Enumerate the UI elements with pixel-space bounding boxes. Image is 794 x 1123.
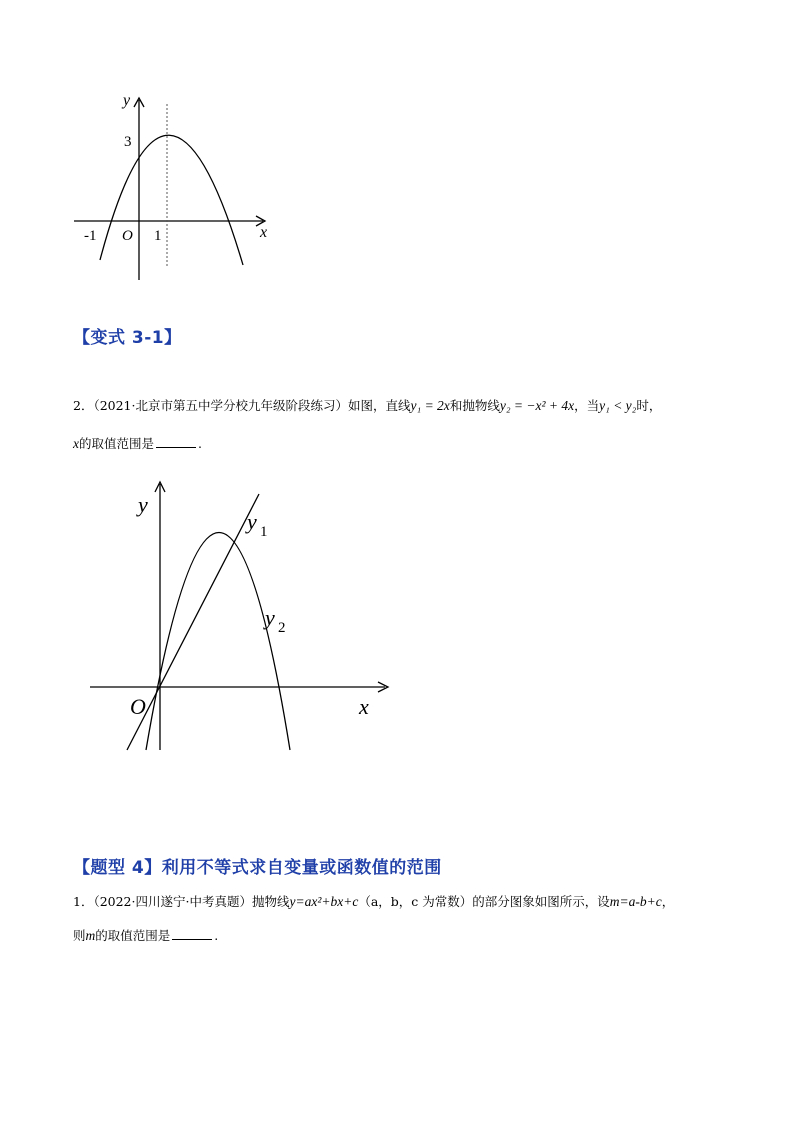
variable-m: m bbox=[85, 928, 96, 943]
y2-subscript: 2 bbox=[278, 620, 286, 636]
question-source: （2021·北京市第五中学分校九年级阶段练习） bbox=[93, 398, 348, 413]
question-1-line-2 bbox=[73, 927, 218, 945]
variable-x: x bbox=[73, 436, 79, 451]
question-text: ，当 bbox=[574, 398, 600, 413]
question-text: 抛物线 bbox=[251, 894, 290, 909]
answer-blank[interactable] bbox=[172, 927, 212, 940]
tick-label-3: 3 bbox=[124, 134, 132, 150]
equation-line: y₁ = 2x bbox=[410, 398, 450, 413]
section-heading-variant: 【变式 3-1】 bbox=[73, 328, 182, 348]
y-axis-label: y bbox=[138, 492, 148, 517]
tick-label-neg1: -1 bbox=[84, 228, 97, 244]
question-text: 的取值范围是 bbox=[95, 928, 171, 943]
section-heading-type-4: 【题型 4】利用不等式求自变量或函数值的范围 bbox=[73, 858, 442, 878]
equation-m: m=a-b+c bbox=[609, 894, 662, 909]
x-axis-label: x bbox=[359, 694, 369, 719]
question-number: 1． bbox=[73, 894, 94, 909]
y2-letter: y bbox=[265, 605, 275, 630]
condition-inequality: y₁ < y₂ bbox=[599, 398, 637, 413]
question-number: 2． bbox=[73, 398, 94, 413]
question-2-line-1 bbox=[73, 397, 661, 415]
line-y1 bbox=[127, 494, 259, 750]
figure-1-parabola bbox=[60, 88, 290, 288]
question-text: 的取值范围是 bbox=[79, 436, 155, 451]
line-y1-label bbox=[245, 509, 268, 540]
parabola-y2-label bbox=[263, 605, 286, 636]
question-text: 则 bbox=[73, 928, 86, 943]
question-text: ， bbox=[661, 894, 675, 909]
figure-2-line-and-parabola bbox=[80, 470, 410, 760]
equation-parabola: y₂ = −x² + 4x bbox=[499, 398, 575, 413]
period: . bbox=[198, 436, 202, 451]
question-text: 和抛物线 bbox=[449, 398, 500, 413]
x-axis-label: x bbox=[260, 224, 268, 241]
question-2-line-2 bbox=[73, 435, 202, 453]
question-1-line-1 bbox=[73, 893, 674, 911]
y1-letter: y bbox=[247, 509, 257, 534]
period: . bbox=[214, 928, 219, 943]
question-text: 如图，直线 bbox=[348, 398, 411, 413]
equation-parabola: y=ax²+bx+c bbox=[289, 894, 359, 909]
origin-label: O bbox=[122, 228, 133, 244]
question-source: （2022·四川遂宁·中考真题） bbox=[93, 894, 252, 909]
question-text: （a，b，c 为常数）的部分图象如图所示，设 bbox=[358, 894, 610, 909]
answer-blank[interactable] bbox=[156, 435, 196, 448]
question-text: 时， bbox=[636, 398, 662, 413]
parabola-y2 bbox=[146, 533, 290, 751]
parabola-curve bbox=[100, 135, 243, 265]
origin-label: O bbox=[130, 694, 146, 719]
y-axis-label: y bbox=[123, 92, 131, 109]
tick-label-1: 1 bbox=[154, 228, 162, 244]
y1-subscript: 1 bbox=[260, 524, 268, 540]
